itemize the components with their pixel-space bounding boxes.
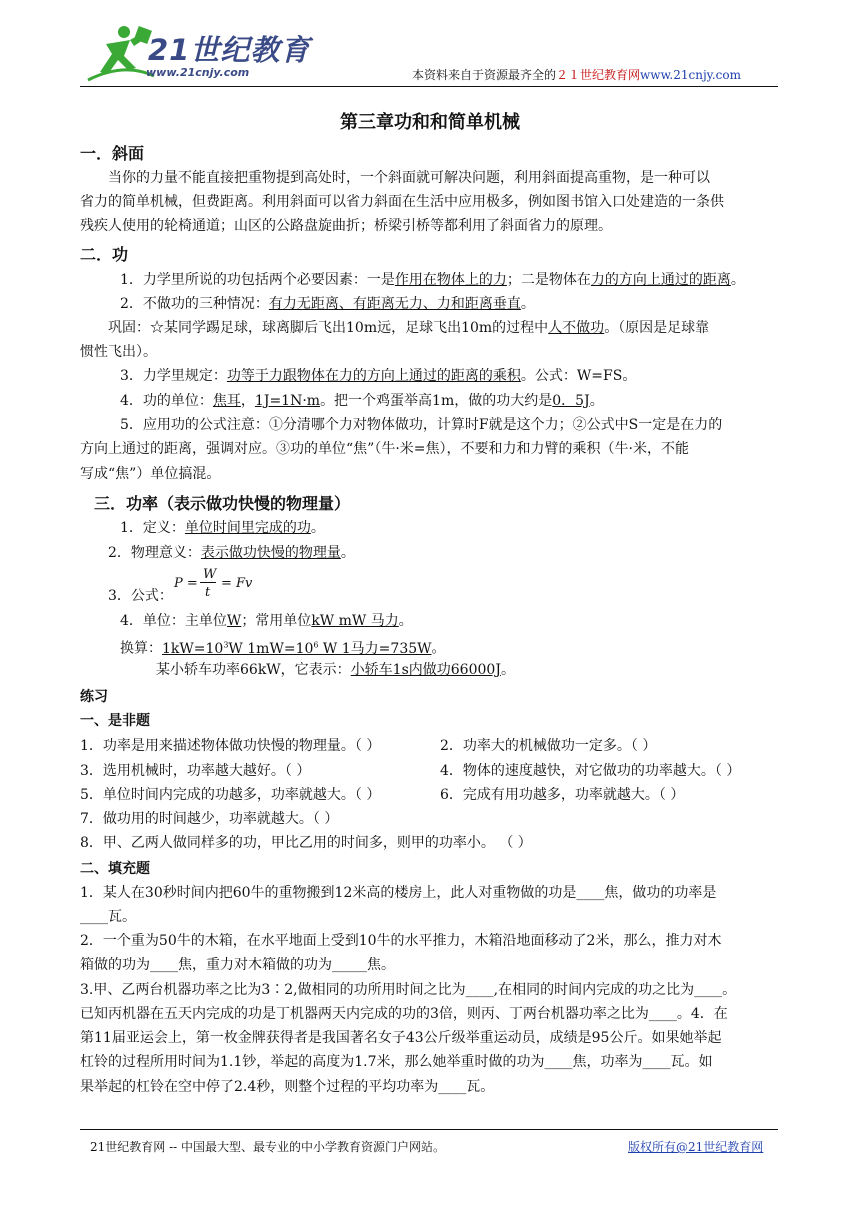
true-false-heading: 一、是非题 [80,713,150,729]
tf-question-3: 3．选用机械时，功率越大越好。（ ） [80,763,311,779]
power-meaning: 2．物理意义：表示做功快慢的物理量。 [108,545,355,561]
work-consolidate-end: 惯性飞出）。 [80,344,157,360]
logo-url: www.21cnjy.com [146,66,250,79]
fill-question-2-line-2: 箱做的功为____焦，重力对木箱做的功为_____焦。 [80,957,395,973]
power-formula-t: t [205,585,211,600]
section-heading-power: 三．功率（表示做功快慢的物理量） [94,494,351,513]
header-note [412,66,741,83]
fill-question-3-line-3: 第11届亚运会上，第一枚金牌获得者是我国著名女子43公斤级举重运动员，成绩是95公斤。如果她举起 [80,1030,722,1046]
footer-tagline: 21世纪教育网 -- 中国最大型、最专业的中小学教育资源门户网站。 [90,1140,446,1154]
tf-question-2: 2．功率大的机械做功一定多。（ ） [440,738,657,754]
work-item-3: 3．力学里规定：功等于力跟物体在力的方向上通过的距离的乘积。公式：W=FS。 [120,368,637,384]
tf-question-7: 7．做功用的时间越少，功率就越大。（ ） [80,811,339,827]
power-unit: 4．单位：主单位W；常用单位kW mW 马力。 [120,613,413,629]
header-site-link[interactable]: ２１世纪教育网 [556,68,641,82]
slope-line-1: 当你的力量不能直接把重物提到高处时，一个斜面就可解决问题，利用斜面提高重物，是一种可以 [108,170,710,186]
practice-heading: 练习 [80,689,108,705]
power-conversion: 换算：$1kW=10^3W$ $1mW=10^6$ W 1马力=735W。 [120,640,446,657]
header-note-prefix: 本资料来自于资源最齐全的 [412,68,557,82]
page-title: 第三章功和和简单机械 [340,112,520,133]
tf-question-1: 1．功率是用来描述物体做功快慢的物理量。（ ） [80,738,381,754]
fill-question-3-line-4: 杠铃的过程所用时间为1.1钞，举起的高度为1.7米，那么她举重时做的功为____焦，功率为____瓦。如 [80,1054,713,1070]
tf-question-6: 6．完成有用功越多，功率就越大。（ ） [440,787,685,803]
work-item-5-line-3: 写成“焦”）单位搞混。 [80,466,221,482]
work-item-4: 4．功的单位：焦耳，1J=1N·m。把一个鸡蛋举高1m，做的功大约是0．5J。 [120,393,604,409]
fill-question-1-line-2: ____瓦。 [80,909,136,925]
tf-question-5: 5．单位时间内完成的功越多，功率就越大。（ ） [80,787,381,803]
section-heading-work: 二．功 [80,245,129,264]
header-url-link[interactable]: www.21cnjy.com [640,68,741,82]
fill-in-heading: 二、填充题 [80,861,150,877]
footer-copyright-link[interactable]: 版权所有@21世纪教育网 [628,1140,764,1154]
power-formula-fraction-bar [200,582,216,583]
tf-question-8: 8．甲、乙两人做同样多的功，甲比乙用的时间多，则甲的功率小。 （ ） [80,835,532,851]
fill-question-1-line-1: 1．某人在30秒时间内把60牛的重物搬到12米高的楼房上，此人对重物做的功是____焦，做功的功率是 [80,885,717,901]
fill-question-2-line-1: 2．一个重为50牛的木箱，在水平地面上受到10牛的水平推力，木箱沿地面移动了2米，那么，推力对木 [80,933,722,949]
slope-line-2: 省力的简单机械，但费距离。利用斜面可以省力斜面在生活中应用极多，例如图书馆入口处建造的一条供 [80,194,724,210]
work-consolidate: 巩固：☆某同学踢足球，球离脚后飞出10m远，足球飞出10m的过程中人不做功。（原因是足球靠 [108,320,710,336]
tf-question-4: 4．物体的速度越快，对它做功的功率越大。（ ） [440,763,741,779]
work-item-5-line-1: 5．应用功的公式注意：①分清哪个力对物体做功，计算时F就是这个力；②公式中S一定是在力的 [120,417,723,433]
work-item-2: 2．不做功的三种情况：有力无距离、有距离无力、力和距离垂直。 [120,296,535,312]
power-definition: 1．定义：单位时间里完成的功。 [120,520,325,536]
fill-question-3-line-2: 已知丙机器在五天内完成的功是丁机器两天内完成的功的3倍，则丙、丁两台机器功率之比为____。4．在 [80,1006,728,1022]
power-car-example: 某小轿车功率66kW，它表示：小轿车1s内做功66000J。 [156,662,515,678]
power-formula-fv: = Fv [221,576,253,591]
header-divider [80,86,778,87]
power-formula-p: P = [174,576,198,591]
power-formula-label: 3．公式： [108,588,173,604]
slope-line-3: 残疾人使用的轮椅通道；山区的公路盘旋曲折；桥梁引桥等都利用了斜面省力的原理。 [80,218,612,234]
footer-divider [80,1129,778,1130]
power-formula-w: W [203,567,217,582]
work-item-1: 1．力学里所说的功包括两个必要因素：一是作用在物体上的力；二是物体在力的方向上通过的距离。 [120,272,745,288]
work-item-5-line-2: 方向上通过的距离，强调对应。③功的单位“焦”（牛·米=焦），不要和力和力臂的乘积（牛·米，不能 [80,441,689,457]
fill-question-3-line-5: 果举起的杠铃在空中停了2.4秒，则整个过程的平均功率为____瓦。 [80,1079,495,1095]
logo-text: 21世纪教育 [148,33,311,67]
section-heading-slope: 一．斜面 [80,144,145,163]
fill-question-3-line-1: 3.甲、乙两台机器功率之比为3∶2,做相同的功所用时间之比为____,在相同的时间内完成的功之比为____。 [80,982,737,998]
